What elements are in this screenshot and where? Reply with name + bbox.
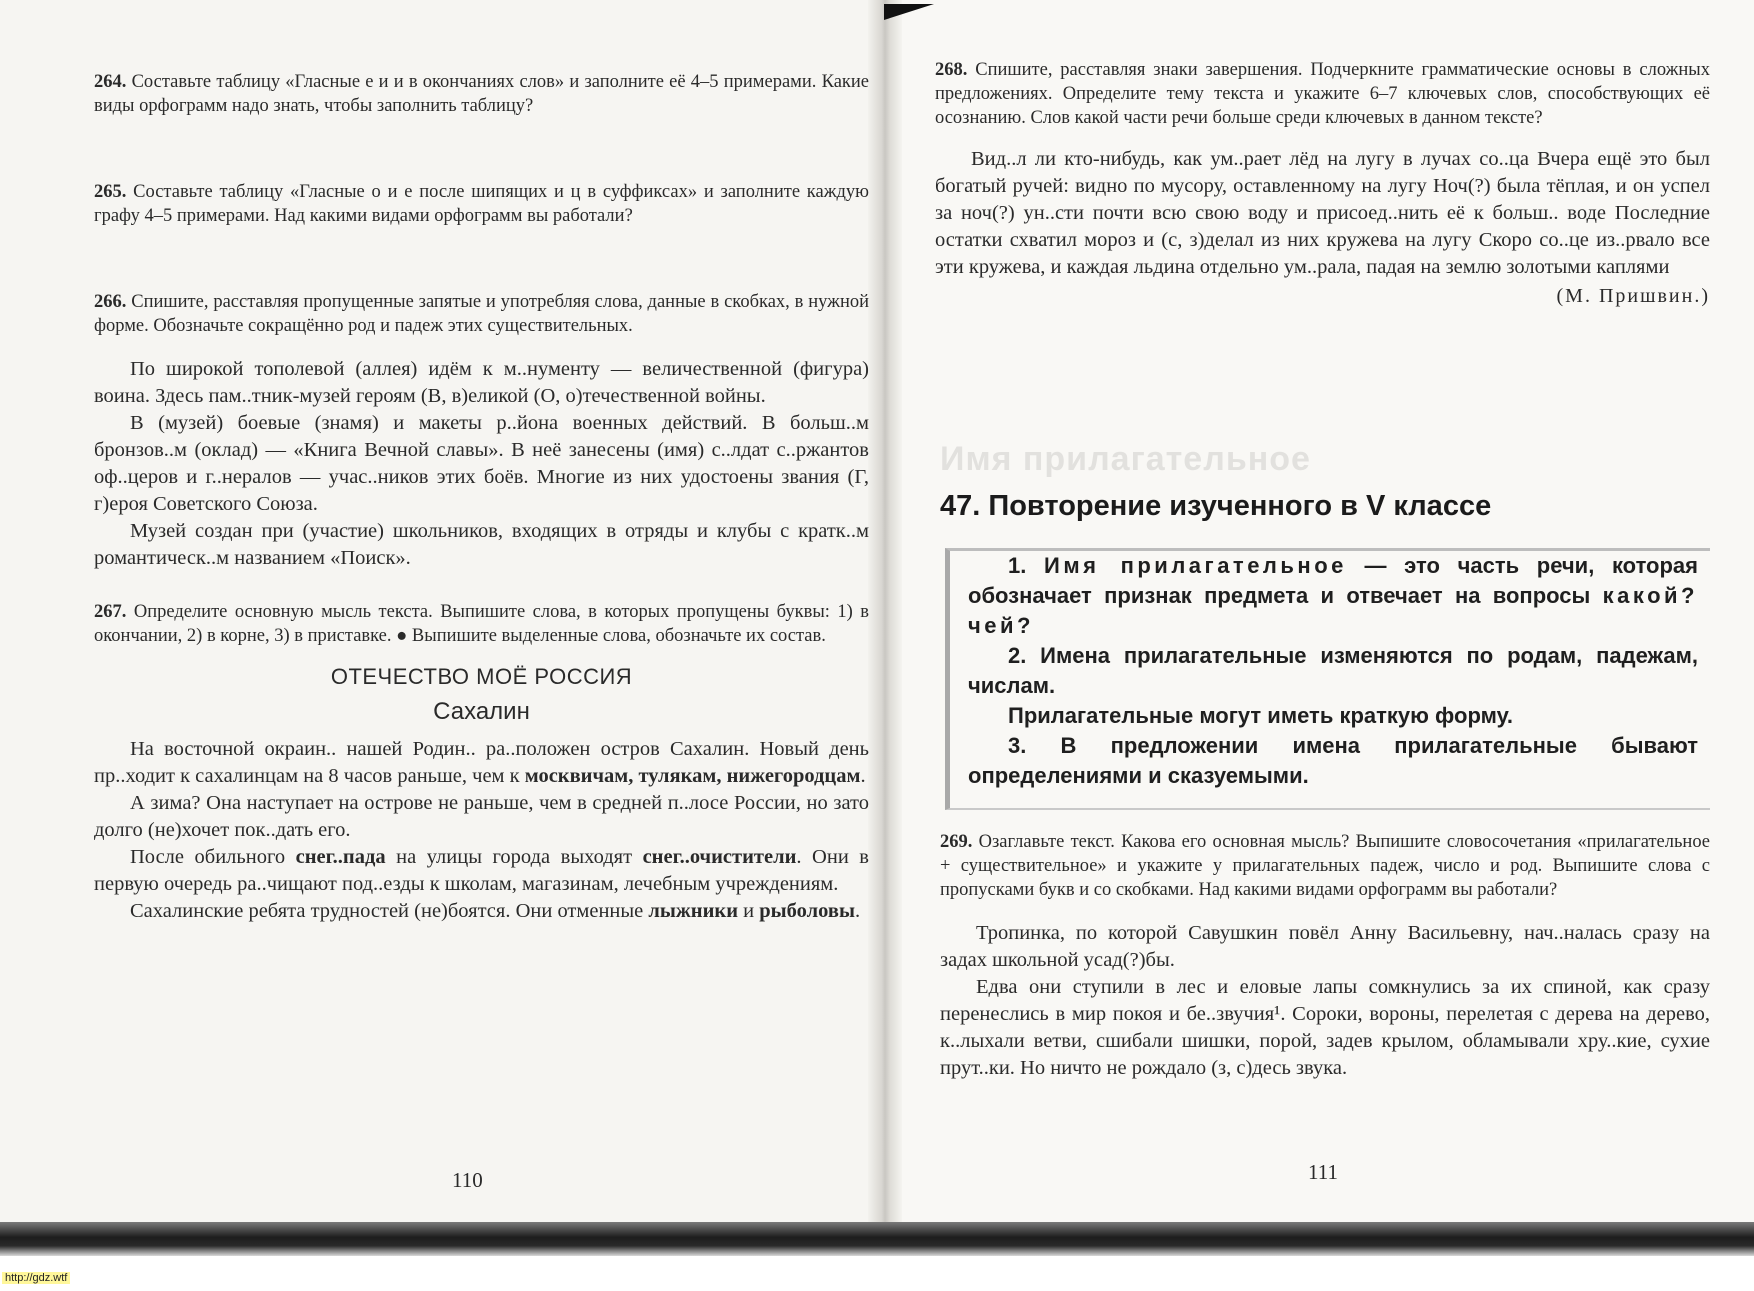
right-column [935, 58, 1710, 308]
highlighted-word: снег..пада [295, 846, 386, 868]
scan-bottom-edge [0, 1222, 1754, 1256]
text-run: и [738, 900, 760, 922]
exercise-265 [94, 180, 869, 228]
page-number-left: 110 [452, 1168, 483, 1192]
exercise-text: Озаглавьте текст. Какова его основная мысль? Выпишите словосочетания «прилагательное + существительное» и укажите у прилагательных падеж, число и род. Выпишите слова с пропусками букв и со скобками. Над какими видами орфограмм вы работали? [940, 832, 1711, 900]
text-subheading: Сахалин [433, 698, 530, 725]
text-run: Сахалинские ребята трудностей (не)боятся. Они отменные [130, 900, 649, 922]
text-run: После обильного [130, 846, 296, 868]
highlighted-word: рыболовы [759, 900, 855, 922]
highlighted-word: снег..очистители [642, 846, 797, 868]
text-run: На восточной окраин.. нашей Родин.. ра..положен остров Сахалин. Новый день пр..ходит к сахалинцам на 8 часов раньше, чем к [94, 738, 869, 787]
exercise-text: Спишите, расставляя знаки завершения. Подчеркните грамматические основы в сложных предложениях. Определите тему текста и укажите 6–7 ключевых слов, способствующих её осознанию. Слов какой части речи больше среди ключевых в данном тексте? [935, 60, 1710, 128]
rule-2: 2. Имена прилагательные изменяются по родам, падежам, числам. [968, 643, 1698, 698]
highlighted-words: москвичам, тулякам, нижегородцам [524, 765, 861, 787]
paragraph: Едва они ступили в лес и еловые лапы сомкнулись за их спиной, как сразу перенеслись в мир покоя и бе..звучия¹. Сороки, вороны, перелетая с дерева на дерево, к..лыхали ветви, сшибали шишки, порой, задев крылом, обламывали хру..кие, сухие прут..ки. Но ничто не рождало (з, с)десь звука. [940, 976, 1710, 1079]
paragraph [94, 736, 869, 790]
page-corner [884, 4, 934, 20]
rule-3: 3. В предложении имена прилагательные бывают определениями и сказуемыми. [968, 733, 1698, 788]
paragraph [94, 898, 869, 925]
rule-2b: Прилагательные могут иметь краткую форму. [1008, 703, 1514, 728]
exercise-number: 264. [94, 72, 127, 92]
exercise-number: 266. [94, 292, 127, 312]
book-gutter [868, 0, 902, 1245]
bleed-through-heading: Имя прилагательное [940, 440, 1311, 478]
exercise-267 [94, 600, 869, 648]
paragraph: А зима? Она наступает на острове не раньше, чем в средней п..лосе России, но зато долго (не)хочет пок..дать его. [94, 792, 869, 841]
rule-text: — это часть речи, которая обозначает признак предмета и отвечает на вопросы [968, 553, 1699, 608]
exercise-number: 265. [94, 182, 127, 202]
paragraph: Музей создан при (участие) школьников, входящих в отряды и клубы с кратк..м романтическ..м названием «Поиск». [94, 520, 869, 569]
exercise-number: 269. [940, 832, 973, 852]
text-heading: ОТЕЧЕСТВО МОЁ РОССИЯ [330, 664, 633, 689]
exercise-266 [94, 290, 869, 338]
right-lower-column [940, 830, 1710, 1082]
section-title: 47. Повторение изученного в V классе [940, 490, 1492, 522]
paragraph: В (музей) боевые (знамя) и макеты р..йона военных действий. В больш..м бронзов..м (оклад) — «Книга Вечной славы». В неё занесены (имя) с..лдат с..ржантов оф..церов и г..нералов — учас..ников этих боёв. Многие из них удостоены звания (Г, г)ероя Советского Союза. [94, 412, 869, 515]
rule-term: Имя прилагательное [1044, 553, 1347, 578]
exercise-text: Составьте таблицу «Гласные е и и в окончаниях слов» и заполните её 4–5 примерами. Какие виды орфограмм надо знать, чтобы заполнить таблицу? [94, 72, 870, 116]
exercise-text: Определите основную мысль текста. Выпишите слова, в которых пропущены буквы: 1) в окончании, 2) в корне, 3) в приставке. ● Выпишите выделенные слова, обозначьте их состав. [94, 602, 869, 646]
exercise-269-text [940, 920, 1710, 1082]
exercise-268 [935, 58, 1710, 130]
sakhalin-text [94, 736, 869, 925]
author-attribution: (М. Пришвин.) [1556, 285, 1710, 307]
exercise-text: Спишите, расставляя пропущенные запятые и употребляя слова, данные в скобках, в нужной форме. Обозначьте сокращённо род и падеж этих существительных. [94, 292, 870, 336]
exercise-264 [94, 70, 869, 118]
exercise-269 [940, 830, 1710, 902]
exercise-text: Составьте таблицу «Гласные о и е после шипящих и ц в суффиксах» и заполните каждую графу 4–5 примерами. Над какими видами орфограмм вы работали? [94, 182, 869, 226]
exercise-268-text [935, 146, 1710, 281]
exercise-number: 268. [935, 60, 968, 80]
exercise-number: 267. [94, 602, 127, 622]
rule-1 [968, 551, 1698, 641]
paragraph: Тропинка, по которой Савушкин повёл Анну Васильевну, нач..налась сразу на задах школьной усад(?)бы. [940, 922, 1710, 971]
paragraph: Вид..л ли кто-нибудь, как ум..рает лёд на лугу в лучах со..ца Вчера ещё это был богатый ручей: видно по мусору, оставленному на лугу Ноч(?) была тёплая, и он успел за ноч(?) ун..сти почти всю свою воду и присоед..нить её к больш.. воде Последние остатки схватил мороз и (с, з)делал из них кружева на лугу Скоро со..це из..рвало все эти кружева, и каждая льдина отдельно ум..рала, падая на землю золотыми каплями [935, 148, 1710, 278]
paragraph: По широкой тополевой (аллея) идём к м..нументу — величественной (фигура) воина. Здесь пам..тник-музей героям (В, в)еликой (О, о)течественной войны. [94, 358, 869, 407]
left-column [94, 70, 869, 925]
text-run: на улицы города выходят [385, 846, 643, 868]
rule-number: 1. [1008, 553, 1044, 578]
rule-box [945, 548, 1710, 810]
text-run: . [860, 765, 866, 787]
exercise-266-text [94, 356, 869, 572]
highlighted-word: лыжники [648, 900, 739, 922]
text-run: . [854, 900, 861, 922]
rule-questions: какой? чей? [968, 583, 1698, 638]
paragraph [94, 844, 869, 898]
page-number-right: 111 [1308, 1160, 1338, 1184]
text-run: . Они в первую очередь ра..чищают под..езды к школам, магазинам, лечебным учреждениям. [94, 846, 869, 895]
watermark-link[interactable]: http://gdz.wtf [2, 1272, 70, 1284]
